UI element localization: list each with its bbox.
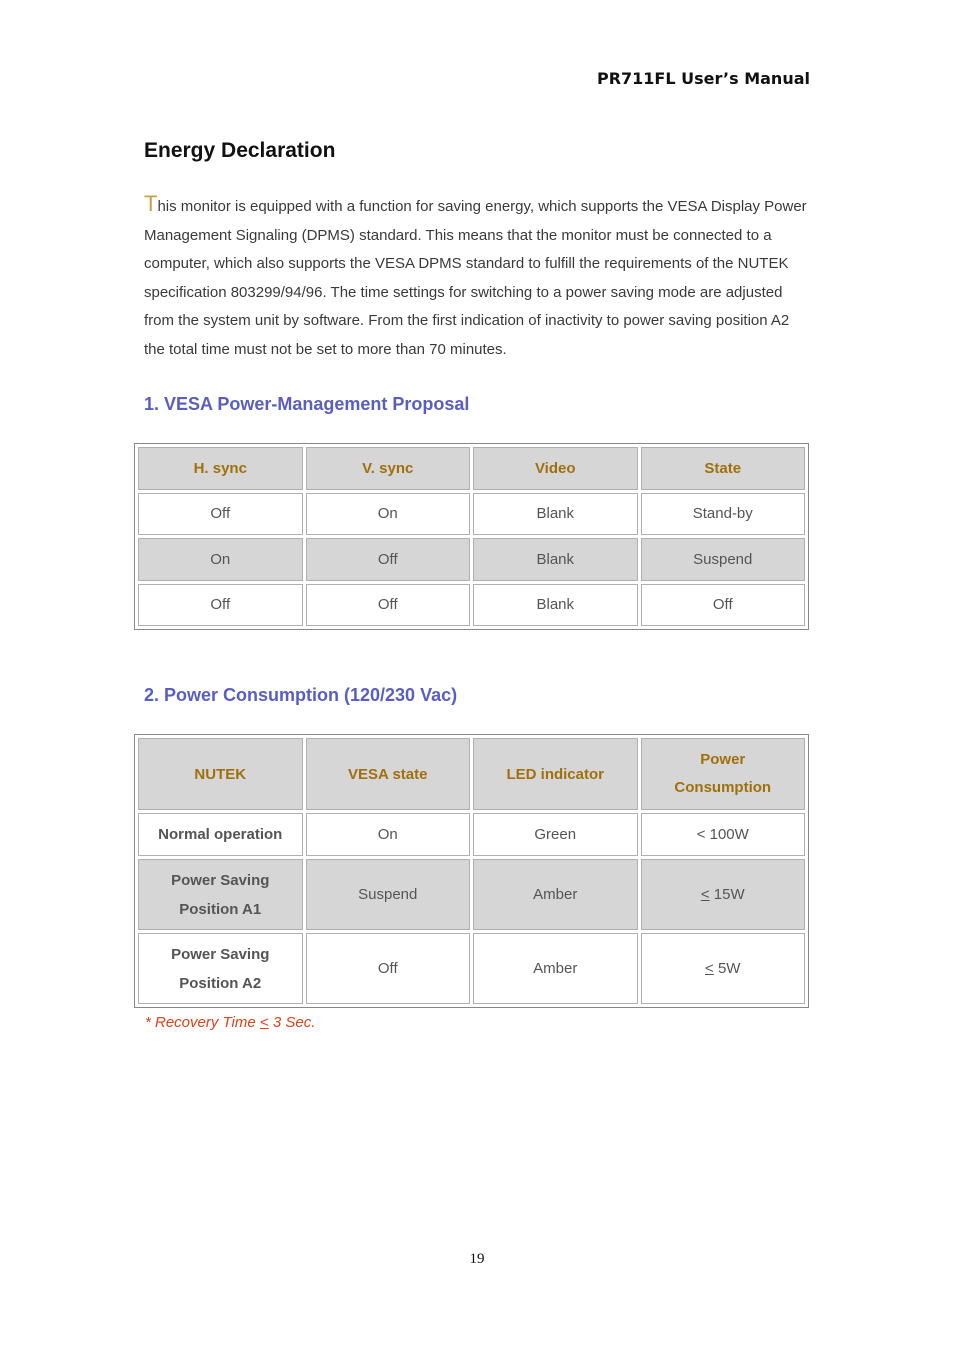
- footnote-prefix: * Recovery Time: [145, 1014, 260, 1031]
- table-cell: Power Saving Position A2: [138, 933, 303, 1004]
- power-value: 15W: [709, 886, 745, 903]
- power-symbol: <: [696, 826, 706, 843]
- table-cell: On: [306, 493, 471, 536]
- page-title: Energy Declaration: [144, 139, 336, 162]
- table-cell: On: [306, 813, 471, 856]
- table-cell: Amber: [473, 859, 638, 930]
- table-cell: Blank: [473, 584, 638, 627]
- column-header: VESA state: [306, 738, 471, 810]
- page-number: 19: [469, 1251, 485, 1267]
- recovery-time-note: [145, 1014, 315, 1031]
- footnote-suffix: 3 Sec.: [268, 1014, 316, 1031]
- power-consumption-table: [134, 734, 809, 1008]
- table-row: [138, 859, 805, 930]
- column-header: LED indicator: [473, 738, 638, 810]
- intro-paragraph: [144, 190, 814, 365]
- table-header-row: [138, 447, 805, 490]
- table-cell: Amber: [473, 933, 638, 1004]
- table-cell: Off: [138, 584, 303, 627]
- table-cell: Off: [306, 584, 471, 627]
- table-cell: Normal operation: [138, 813, 303, 856]
- table-cell: [641, 933, 806, 1004]
- power-symbol: <: [700, 886, 710, 903]
- table-cell: Blank: [473, 493, 638, 536]
- table-row: [138, 933, 805, 1004]
- table-cell: Green: [473, 813, 638, 856]
- column-header: State: [641, 447, 806, 490]
- table-cell: Off: [306, 933, 471, 1004]
- column-header: H. sync: [138, 447, 303, 490]
- table-cell: Suspend: [306, 859, 471, 930]
- drop-cap: T: [144, 191, 158, 216]
- table-cell: On: [138, 538, 303, 581]
- table-cell: [641, 859, 806, 930]
- table-header-row: [138, 738, 805, 810]
- table-cell: Off: [306, 538, 471, 581]
- table-cell: [641, 813, 806, 856]
- manual-title: PR711FL User’s Manual: [596, 69, 810, 88]
- footnote-symbol: <: [259, 1014, 269, 1031]
- column-header: Power Consumption: [641, 738, 806, 810]
- section-heading-vesa: 1. VESA Power-Management Proposal: [144, 394, 470, 414]
- table-cell: Off: [641, 584, 806, 627]
- table-row: [138, 538, 805, 581]
- table-row: [138, 493, 805, 536]
- section-heading-power: 2. Power Consumption (120/230 Vac): [144, 685, 458, 705]
- column-header: V. sync: [306, 447, 471, 490]
- table-cell: Blank: [473, 538, 638, 581]
- power-symbol: <: [705, 960, 714, 977]
- table-cell: Off: [138, 493, 303, 536]
- table-cell: Suspend: [641, 538, 806, 581]
- table-row: [138, 813, 805, 856]
- vesa-power-management-table: [134, 443, 809, 630]
- column-header: NUTEK: [138, 738, 303, 810]
- table-row: [138, 584, 805, 627]
- table-cell: Stand-by: [641, 493, 806, 536]
- power-value: 100W: [705, 826, 749, 843]
- power-value: 5W: [713, 960, 741, 977]
- table-cell: Power Saving Position A1: [138, 859, 303, 930]
- column-header: Video: [473, 447, 638, 490]
- intro-text: his monitor is equipped with a function for saving energy, which supports the VESA Display Power Management Signaling (DPMS) standard. This means that the monitor must be connected to a computer, which also supports the VESA DPMS standard to fulfill the requirements of the NUTEK specification 803299/94/96. The time settings for switching to a power saving mode are adjusted from the system unit by software. From the first indication of inactivity to power saving position A2 the total time must not be set to more than 70 minutes.: [144, 198, 807, 358]
